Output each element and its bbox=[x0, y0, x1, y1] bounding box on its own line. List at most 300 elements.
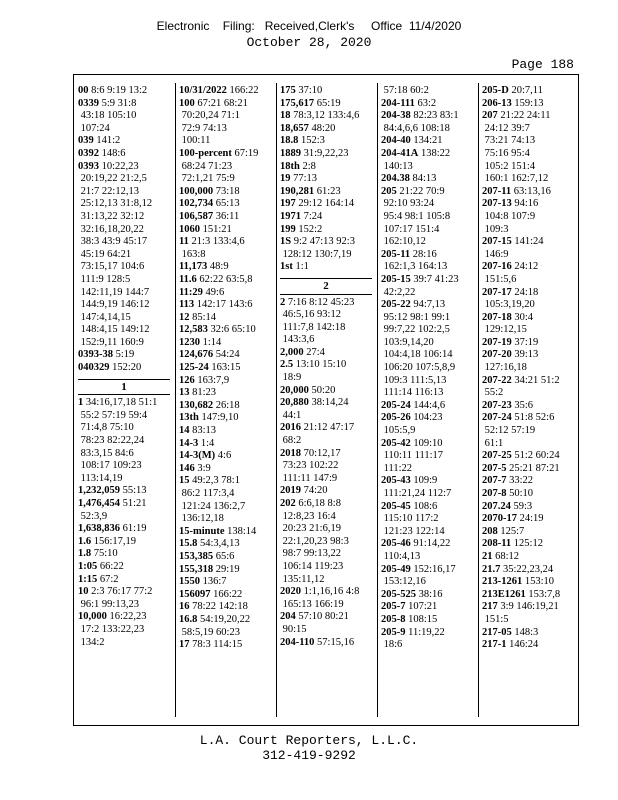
index-entry bbox=[280, 173, 378, 186]
index-entry bbox=[179, 589, 277, 602]
index-term: 205-43 bbox=[381, 475, 411, 487]
index-page-refs: 6:6,18 8:8 12:8,23 16:4 20:23 21:6,19 22:1,20,23 98:3 98:7 99:13,22 106:14 119:23 135:11,12 bbox=[282, 498, 349, 585]
index-term: 20,000 bbox=[280, 384, 309, 396]
index-entry bbox=[78, 536, 176, 549]
index-page-refs: 147:9,10 bbox=[198, 412, 239, 424]
index-entry bbox=[179, 425, 277, 438]
index-page-refs: 16:22,23 17:2 133:22,23 134:2 bbox=[80, 611, 147, 648]
index-entry bbox=[78, 574, 176, 587]
index-page-refs: 50:20 bbox=[308, 384, 336, 396]
index-page-refs: 65:19 bbox=[314, 97, 341, 109]
index-term: 1.6 bbox=[78, 535, 92, 547]
index-term: 204-40 bbox=[381, 135, 411, 147]
index-entry bbox=[280, 586, 378, 611]
column-divider bbox=[175, 83, 176, 717]
index-term: 207-18 bbox=[482, 311, 512, 323]
index-term: 207-24 bbox=[482, 412, 512, 424]
index-term: 2019 bbox=[280, 485, 301, 497]
index-entry bbox=[179, 224, 277, 237]
index-term: 204-41A bbox=[381, 147, 419, 159]
index-entry bbox=[78, 548, 176, 561]
index-entry bbox=[482, 236, 580, 261]
index-page-refs: 152:2 bbox=[295, 223, 323, 235]
index-page-refs: 70:12,17 73:23 102:22 111:11 147:9 bbox=[282, 447, 341, 484]
index-page-refs: 148:3 bbox=[511, 626, 539, 638]
index-term: 207-19 bbox=[482, 336, 512, 348]
index-entry bbox=[280, 359, 378, 384]
index-page-refs: 144:4,6 bbox=[410, 399, 446, 411]
index-page-refs: 21:22 70:9 92:10 93:24 95:4 98:1 105:8 107:17 151:4 162:10,12 bbox=[383, 185, 451, 248]
index-entry bbox=[482, 312, 580, 337]
index-entry bbox=[179, 614, 277, 639]
index-entry bbox=[482, 412, 580, 450]
index-term: 124,676 bbox=[179, 349, 214, 361]
index-page-refs: 63:13,16 bbox=[511, 185, 551, 197]
index-entry bbox=[78, 523, 176, 536]
index-term: 039 bbox=[78, 135, 94, 147]
index-term: 17 bbox=[179, 639, 190, 651]
index-term: 18th bbox=[280, 160, 300, 172]
index-page-refs: 26:18 bbox=[213, 399, 240, 411]
index-entry bbox=[179, 463, 277, 476]
index-page-refs: 49:6 bbox=[202, 286, 225, 298]
index-page-refs: 67:19 68:24 71:23 72:1,21 75:9 bbox=[181, 147, 259, 185]
index-entry bbox=[179, 337, 277, 350]
index-term: 217 bbox=[482, 601, 498, 613]
index-term: 205-525 bbox=[381, 588, 416, 600]
index-page-refs: 61:23 bbox=[314, 185, 341, 197]
index-entry bbox=[381, 589, 479, 602]
index-entry bbox=[280, 135, 378, 148]
index-entry bbox=[482, 639, 580, 652]
index-entry bbox=[381, 173, 479, 186]
index-term: 153,385 bbox=[179, 550, 214, 562]
index-entry bbox=[179, 526, 277, 539]
index-term: 205-8 bbox=[381, 613, 406, 625]
index-page-refs: 108:6 115:10 117:2 121:23 122:14 bbox=[383, 500, 445, 537]
filing-date: October 28, 2020 bbox=[246, 35, 372, 50]
index-term: 12,583 bbox=[179, 324, 208, 336]
index-page-refs: 136:7 bbox=[200, 576, 227, 588]
index-page-refs: 28:16 162:1,3 164:13 bbox=[383, 248, 448, 273]
index-page-refs: 81:23 bbox=[189, 387, 217, 399]
index-page-refs: 57:18 60:2 bbox=[381, 85, 429, 96]
index-page-refs: 21:22 24:11 24:12 39:7 73:21 74:13 75:16 95:4 105:2 151:4 160:1 162:7,12 bbox=[484, 110, 551, 185]
index-term: 0393 bbox=[78, 160, 99, 172]
index-page-refs: 78:3,12 133:4,6 bbox=[290, 110, 360, 122]
index-entry bbox=[179, 475, 277, 525]
index-term: 16 bbox=[179, 601, 190, 613]
index-entry bbox=[179, 601, 277, 614]
section-letter: 1 bbox=[78, 379, 170, 396]
index-page-refs: 66:22 bbox=[97, 560, 124, 572]
index-term: 10/31/2022 bbox=[179, 85, 227, 96]
index-term: 11,173 bbox=[179, 261, 208, 273]
index-page-refs: 51:8 52:6 52:12 57:19 61:1 bbox=[484, 412, 555, 449]
index-entry bbox=[280, 211, 378, 224]
index-term: 205 bbox=[381, 185, 397, 197]
index-page-refs: 24:19 bbox=[517, 513, 544, 525]
index-entry bbox=[179, 148, 277, 186]
index-term: 16.8 bbox=[179, 613, 198, 625]
index-entry bbox=[78, 561, 176, 574]
index-term: 155,318 bbox=[179, 563, 214, 575]
index-page-refs: 91:14,22 110:4,13 bbox=[383, 538, 451, 562]
index-entry bbox=[482, 475, 580, 488]
index-entry bbox=[78, 161, 176, 350]
index-page-refs: 141:2 bbox=[93, 135, 121, 147]
index-page-refs: 152:3 bbox=[298, 135, 325, 147]
index-term: 100 bbox=[179, 97, 195, 109]
index-page-refs: 146:24 bbox=[506, 639, 539, 651]
index-page-refs: 109:10 110:11 111:17 111:22 bbox=[383, 437, 444, 474]
index-page-refs: 39:7 41:23 42:2,22 bbox=[383, 273, 459, 298]
index-page-refs: 29:12 164:14 bbox=[295, 198, 355, 210]
index-term: 207-11 bbox=[482, 185, 512, 197]
index-page-refs: 57:10 80:21 90:15 bbox=[282, 611, 349, 635]
index-entry bbox=[179, 438, 277, 451]
index-page-refs: 5:9 31:8 43:18 105:10 107:24 bbox=[80, 97, 137, 134]
index-entry bbox=[280, 637, 378, 650]
index-page-refs: 10:22,23 20:19,22 21:2,5 21:7 22:12,13 25:12,13 31:8,12 31:13,22 32:12 32:16,18,20,22 38:3 43:9 45:17 45:19 64:21 73:15,17 104:6 111:9 128:5 142:11,19 144:7 144:9,19 146:12 147:4,14,15 148:4,15 149:12 152:9,11 160:9 bbox=[80, 160, 153, 348]
index-entry bbox=[482, 627, 580, 640]
index-page-refs: 151:21 bbox=[200, 223, 232, 235]
index-term: 204-38 bbox=[381, 110, 411, 122]
index-entry bbox=[482, 85, 580, 98]
index-page-refs: 39:13 127:16,18 bbox=[484, 349, 539, 374]
column-divider bbox=[276, 83, 277, 717]
index-term: 126 bbox=[179, 374, 195, 386]
index-page-refs: 63:2 bbox=[414, 97, 437, 109]
index-page-refs: 54:19,20,22 58:5,19 60:23 bbox=[181, 613, 251, 638]
index-term: 208-11 bbox=[482, 538, 512, 550]
index-page-refs: 2:3 76:17 77:2 96:1 99:13,23 bbox=[80, 586, 153, 610]
index-entry bbox=[381, 186, 479, 249]
section-letter: 2 bbox=[280, 278, 372, 295]
index-entry bbox=[381, 135, 479, 148]
index-page-refs: 54:24 bbox=[213, 349, 240, 361]
index-entry bbox=[381, 627, 479, 652]
index-entry bbox=[482, 576, 580, 589]
index-term: 205-15 bbox=[381, 273, 411, 285]
index-page-refs: 30:4 129:12,15 bbox=[484, 311, 534, 336]
index-entry bbox=[179, 287, 277, 300]
index-page-refs: 61:19 bbox=[120, 523, 147, 535]
index-term: 207-22 bbox=[482, 374, 512, 386]
index-entry bbox=[179, 639, 277, 652]
index-term: 11 bbox=[179, 236, 189, 248]
index-entry bbox=[78, 349, 176, 362]
index-page-refs: 34:16,17,18 51:1 55:2 57:19 59:4 71:4,8 75:10 78:23 82:22,24 83:3,15 84:6 108:17 109:23 113:14,19 bbox=[80, 397, 158, 484]
index-page-refs: 3:9 bbox=[194, 462, 211, 474]
index-term: 207-20 bbox=[482, 349, 512, 361]
index-page-refs: 152:20 bbox=[109, 362, 142, 374]
index-entry bbox=[78, 362, 176, 375]
index-entry bbox=[381, 400, 479, 413]
index-term: 18.8 bbox=[280, 135, 299, 147]
index-entry bbox=[482, 526, 580, 539]
index-term: 205-7 bbox=[381, 601, 406, 613]
column-divider bbox=[377, 83, 378, 717]
index-term: 1550 bbox=[179, 576, 200, 588]
index-term: 1,232,059 bbox=[78, 485, 120, 497]
index-entry bbox=[179, 564, 277, 577]
reporter-name: L.A. Court Reporters, L.L.C. bbox=[199, 733, 419, 748]
index-entry bbox=[179, 387, 277, 400]
index-page-refs: 65:13 bbox=[213, 198, 240, 210]
index-entry bbox=[482, 186, 580, 199]
index-term: 15-minute bbox=[179, 525, 225, 537]
index-page-refs: 27:4 bbox=[303, 346, 325, 358]
index-page-refs: 67:21 68:21 70:20,24 71:1 72:9 74:13 100:11 bbox=[181, 97, 248, 147]
index-term: 207-13 bbox=[482, 198, 512, 210]
index-page-refs: 125:12 bbox=[511, 538, 543, 550]
index-page-refs: 83:13 bbox=[189, 425, 217, 437]
index-term: 217-1 bbox=[482, 639, 507, 651]
index-entry bbox=[78, 85, 176, 98]
index-entry bbox=[381, 501, 479, 539]
index-entry bbox=[381, 249, 479, 274]
filing-stamp: Electronic Filing: Received,Clerk's Office 11/4/2020 bbox=[156, 19, 462, 33]
index-entry bbox=[381, 601, 479, 614]
index-entry bbox=[280, 85, 378, 98]
index-page-refs: 8:6 9:19 13:2 bbox=[88, 85, 148, 96]
index-page-refs: 62:22 63:5,8 bbox=[196, 273, 253, 285]
index-page-refs: 21:12 47:17 68:2 bbox=[282, 422, 355, 447]
index-term: 207-8 bbox=[482, 488, 507, 499]
index-term: 20,880 bbox=[280, 397, 309, 409]
index-entry bbox=[482, 110, 580, 186]
index-entry bbox=[280, 261, 378, 274]
index-term: 205-26 bbox=[381, 412, 411, 424]
index-page-refs: 153:7,8 bbox=[525, 588, 561, 600]
index-page-refs: 24:12 151:5,6 bbox=[484, 261, 539, 285]
index-term: 205-49 bbox=[381, 563, 411, 575]
index-page-refs: 163:15 bbox=[208, 362, 241, 374]
index-entry bbox=[179, 198, 277, 211]
index-entry bbox=[280, 448, 378, 486]
column-divider bbox=[478, 83, 479, 717]
index-term: 205-9 bbox=[381, 626, 406, 638]
index-term: 13 bbox=[179, 387, 190, 399]
index-entry bbox=[482, 400, 580, 413]
index-term: 175,617 bbox=[280, 97, 315, 109]
index-entry bbox=[179, 236, 277, 261]
index-entry bbox=[280, 397, 378, 422]
index-page-refs: 20:7,11 bbox=[508, 85, 543, 96]
index-column-3 bbox=[280, 85, 378, 649]
index-entry bbox=[280, 161, 378, 174]
index-page-refs: 1:4 bbox=[198, 437, 215, 449]
index-entry bbox=[280, 297, 378, 347]
index-entry bbox=[179, 375, 277, 388]
index-page-refs: 3:9 146:19,21 151:5 bbox=[484, 601, 559, 625]
index-term: 2.5 bbox=[280, 359, 294, 371]
index-page-refs: 85:14 bbox=[189, 311, 217, 323]
index-page-refs: 108:15 bbox=[405, 613, 438, 625]
index-entry bbox=[179, 450, 277, 463]
index-term: 207-5 bbox=[482, 462, 507, 474]
index-term: 19 bbox=[280, 173, 291, 185]
index-term: 14-3(M) bbox=[179, 450, 216, 462]
index-page-refs: 34:21 51:2 55:2 bbox=[484, 374, 560, 399]
index-term: 0393-38 bbox=[78, 349, 113, 361]
index-term: 146 bbox=[179, 462, 195, 474]
index-entry bbox=[280, 110, 378, 123]
index-term: 11:29 bbox=[179, 286, 203, 298]
index-term: 040329 bbox=[78, 362, 110, 374]
index-page-refs: 36:11 bbox=[213, 210, 240, 222]
index-page-refs: 104:23 105:5,9 bbox=[383, 412, 443, 437]
index-page-refs: 2:8 bbox=[299, 160, 316, 172]
index-entry bbox=[482, 349, 580, 374]
index-page-refs: 48:20 bbox=[308, 122, 336, 134]
index-page-refs: 138:14 bbox=[224, 525, 257, 537]
index-column-5 bbox=[482, 85, 580, 652]
index-page-refs: 141:24 146:9 bbox=[484, 236, 544, 260]
index-entry bbox=[179, 538, 277, 551]
index-entry bbox=[280, 611, 378, 636]
index-entry bbox=[482, 98, 580, 111]
index-term: 205-11 bbox=[381, 248, 411, 260]
index-page-refs: 78:3 114:15 bbox=[189, 639, 243, 651]
index-entry bbox=[280, 422, 378, 447]
index-page-refs: 159:13 bbox=[511, 97, 544, 109]
index-term: 207-16 bbox=[482, 261, 512, 273]
index-entry bbox=[381, 148, 479, 173]
index-term: 217-05 bbox=[482, 626, 512, 638]
index-page-refs: 125:7 bbox=[497, 525, 525, 537]
index-entry bbox=[381, 110, 479, 135]
index-page-refs: 67:2 bbox=[97, 573, 119, 585]
index-entry bbox=[280, 385, 378, 398]
index-page-refs: 166:22 bbox=[210, 588, 243, 600]
index-entry bbox=[381, 564, 479, 589]
index-entry bbox=[482, 261, 580, 286]
index-frame bbox=[73, 74, 579, 726]
index-entry bbox=[482, 564, 580, 577]
index-page-refs: 49:2,3 78:1 86:2 117:3,4 121:24 136:2,7 136:12,18 bbox=[181, 475, 246, 525]
index-page-refs: 37:10 bbox=[295, 85, 323, 96]
index-entry bbox=[280, 236, 378, 261]
index-entry bbox=[280, 498, 378, 586]
index-term: 207-7 bbox=[482, 475, 507, 487]
index-term: 13th bbox=[179, 412, 199, 424]
index-page-refs: 51:21 52:3,9 bbox=[80, 498, 147, 522]
index-term: 205-46 bbox=[381, 538, 411, 550]
index-page-refs: 35:22,23,24 bbox=[500, 563, 554, 575]
index-page-refs: 166:22 bbox=[226, 85, 259, 96]
index-term: 204-111 bbox=[381, 97, 415, 109]
index-page-refs: 50:10 bbox=[506, 488, 534, 499]
index-entry bbox=[381, 475, 479, 500]
index-term: 175 bbox=[280, 85, 296, 96]
index-page-refs: 1:1,16,16 4:8 165:13 166:19 bbox=[282, 586, 360, 610]
index-entry bbox=[280, 224, 378, 237]
index-term: 1:15 bbox=[78, 573, 98, 585]
index-page-refs: 65:6 bbox=[213, 550, 235, 562]
index-term: 208 bbox=[482, 525, 498, 537]
index-entry bbox=[482, 488, 580, 501]
index-page-refs: 21:3 133:4,6 163:8 bbox=[181, 236, 245, 260]
index-entry bbox=[381, 538, 479, 563]
index-page-refs: 77:13 bbox=[290, 173, 318, 185]
index-column-2 bbox=[179, 85, 277, 652]
index-term: 207-25 bbox=[482, 450, 512, 462]
index-term: 1st bbox=[280, 261, 293, 273]
index-entry bbox=[482, 287, 580, 312]
index-entry bbox=[280, 123, 378, 136]
index-term: 205-45 bbox=[381, 500, 411, 512]
index-entry bbox=[482, 551, 580, 564]
index-term: 125-24 bbox=[179, 362, 209, 374]
index-page-refs: 25:21 87:21 bbox=[506, 462, 560, 474]
index-page-refs: 109:9 111:21,24 112:7 bbox=[383, 475, 452, 499]
index-page-refs: 7:16 8:12 45:23 46:5,16 93:12 111:7,8 142:18 143:3,6 bbox=[282, 296, 355, 346]
index-term: 12 bbox=[179, 311, 190, 323]
index-term: 21 bbox=[482, 550, 493, 562]
index-term: 21.7 bbox=[482, 563, 501, 575]
index-page-refs: 32:6 65:10 bbox=[207, 324, 256, 336]
page-number: Page 188 bbox=[511, 57, 574, 72]
index-term: 205-D bbox=[482, 85, 509, 96]
index-term: 1 bbox=[78, 397, 84, 409]
index-page-refs: 31:9,22,23 bbox=[301, 147, 349, 159]
index-term: 18,657 bbox=[280, 122, 309, 134]
index-term: 0392 bbox=[78, 147, 99, 159]
index-term: 2 bbox=[280, 296, 286, 308]
index-entry bbox=[482, 513, 580, 526]
index-term: 14 bbox=[179, 425, 190, 437]
index-page-refs: 153:10 bbox=[522, 576, 555, 588]
index-term: 15.8 bbox=[179, 538, 198, 550]
index-entry bbox=[179, 211, 277, 224]
index-term: 207-15 bbox=[482, 236, 512, 248]
index-entry bbox=[280, 485, 378, 498]
index-entry bbox=[482, 501, 580, 514]
index-entry bbox=[179, 186, 277, 199]
index-entry bbox=[482, 463, 580, 476]
index-term: 205-22 bbox=[381, 299, 411, 311]
index-entry bbox=[381, 299, 479, 400]
index-entry bbox=[179, 412, 277, 425]
index-page-refs: 24:18 105:3,19,20 bbox=[484, 286, 539, 311]
index-term: 1060 bbox=[179, 223, 200, 235]
index-term: 204 bbox=[280, 611, 296, 623]
index-entry bbox=[78, 485, 176, 498]
index-page-refs: 7:24 bbox=[301, 210, 323, 222]
index-term: 00 bbox=[78, 85, 89, 96]
index-entry bbox=[179, 400, 277, 413]
index-entry bbox=[179, 299, 277, 312]
index-term: 18 bbox=[280, 110, 291, 122]
index-column-4 bbox=[381, 85, 479, 652]
index-term: 10,000 bbox=[78, 611, 107, 623]
index-term: 2016 bbox=[280, 422, 301, 434]
index-term: 11.6 bbox=[179, 273, 197, 285]
index-entry bbox=[381, 412, 479, 437]
index-entry bbox=[78, 498, 176, 523]
index-entry bbox=[78, 135, 176, 148]
index-entry bbox=[78, 586, 176, 611]
index-entry bbox=[381, 274, 479, 299]
index-entry bbox=[179, 85, 277, 98]
index-page-refs: 73:18 bbox=[213, 185, 240, 197]
index-page-refs: 138:22 140:13 bbox=[383, 147, 451, 172]
index-entry bbox=[381, 614, 479, 627]
index-page-refs: 94:7,13 95:12 98:1 99:1 99:7,22 102:2,5 103:9,14,20 104:4,18 106:14 106:20 107:5,8,9 109:3 111:5,13 111:14 116:13 bbox=[383, 299, 456, 399]
index-term: 100,000 bbox=[179, 185, 214, 197]
